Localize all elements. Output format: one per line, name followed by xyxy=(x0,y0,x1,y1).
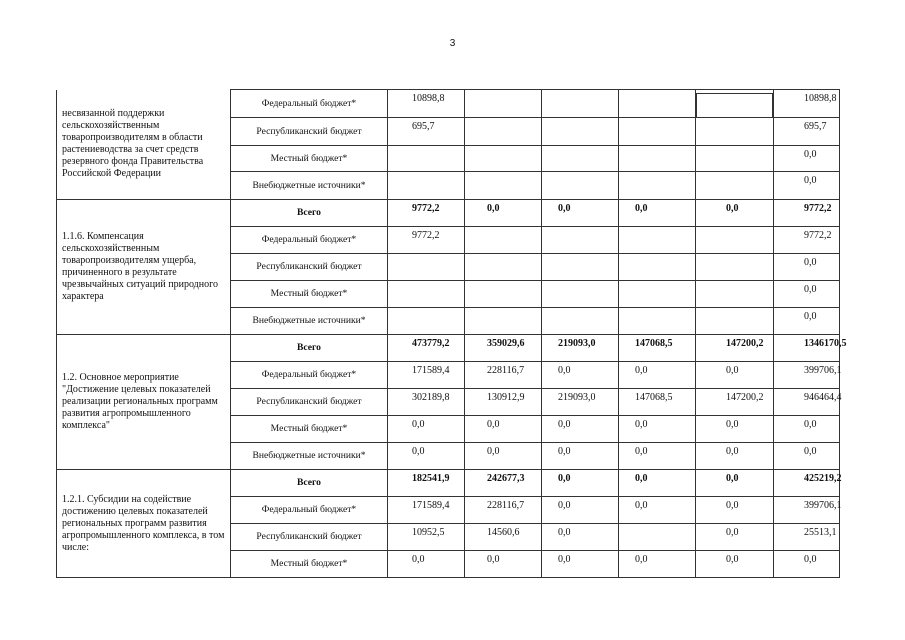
funding-source: Республиканский бюджет xyxy=(231,389,388,416)
value-cell xyxy=(465,172,542,200)
value-cell xyxy=(696,146,774,172)
value-cell: 10898,8 xyxy=(388,90,465,118)
funding-source: Всего xyxy=(231,335,388,362)
total-cell: 0,0 xyxy=(774,443,840,470)
value-cell: 171589,4 xyxy=(388,362,465,389)
total-cell: 0,0 xyxy=(774,146,840,172)
total-cell: 0,0 xyxy=(774,172,840,200)
value-cell: 0,0 xyxy=(696,200,774,227)
value-cell xyxy=(619,524,696,551)
total-cell: 399706,1 xyxy=(774,497,840,524)
value-cell: 0,0 xyxy=(388,443,465,470)
value-cell: 0,0 xyxy=(542,416,619,443)
value-cell: 0,0 xyxy=(542,551,619,578)
value-cell: 0,0 xyxy=(388,416,465,443)
funding-source: Федеральный бюджет* xyxy=(231,362,388,389)
value-cell: 242677,3 xyxy=(465,470,542,497)
value-cell xyxy=(388,146,465,172)
value-cell: 0,0 xyxy=(465,416,542,443)
funding-source: Республиканский бюджет xyxy=(231,254,388,281)
funding-source: Местный бюджет* xyxy=(231,146,388,172)
value-cell: 182541,9 xyxy=(388,470,465,497)
value-cell xyxy=(619,227,696,254)
value-cell: 0,0 xyxy=(619,551,696,578)
value-cell xyxy=(696,227,774,254)
funding-source: Внебюджетные источники* xyxy=(231,172,388,200)
total-cell: 946464,4 xyxy=(774,389,840,416)
value-cell: 473779,2 xyxy=(388,335,465,362)
funding-source: Местный бюджет* xyxy=(231,416,388,443)
value-cell xyxy=(388,308,465,335)
value-cell: 0,0 xyxy=(619,416,696,443)
value-cell xyxy=(465,254,542,281)
value-cell: 228116,7 xyxy=(465,362,542,389)
value-cell: 0,0 xyxy=(465,200,542,227)
value-cell: 0,0 xyxy=(388,551,465,578)
value-cell xyxy=(388,281,465,308)
total-cell: 0,0 xyxy=(774,416,840,443)
value-cell xyxy=(696,281,774,308)
value-cell: 0,0 xyxy=(696,524,774,551)
funding-source: Местный бюджет* xyxy=(231,281,388,308)
total-cell: 0,0 xyxy=(774,308,840,335)
total-cell: 1346170,5 xyxy=(774,335,840,362)
value-cell: 359029,6 xyxy=(465,335,542,362)
value-cell xyxy=(619,172,696,200)
total-cell: 0,0 xyxy=(774,551,840,578)
value-cell xyxy=(388,172,465,200)
value-cell: 10952,5 xyxy=(388,524,465,551)
funding-source: Федеральный бюджет* xyxy=(231,90,388,118)
value-cell: 219093,0 xyxy=(542,335,619,362)
value-cell xyxy=(542,281,619,308)
funding-source: Внебюджетные источники* xyxy=(231,443,388,470)
value-cell xyxy=(619,308,696,335)
value-cell: 0,0 xyxy=(542,200,619,227)
value-cell: 0,0 xyxy=(696,551,774,578)
value-cell: 130912,9 xyxy=(465,389,542,416)
value-cell: 147200,2 xyxy=(696,335,774,362)
value-cell xyxy=(619,90,696,118)
value-cell: 9772,2 xyxy=(388,200,465,227)
funding-source: Всего xyxy=(231,200,388,227)
value-cell: 147200,2 xyxy=(696,389,774,416)
value-cell xyxy=(542,90,619,118)
value-cell xyxy=(465,90,542,118)
total-cell: 425219,2 xyxy=(774,470,840,497)
funding-source: Внебюджетные источники* xyxy=(231,308,388,335)
value-cell: 0,0 xyxy=(542,497,619,524)
value-cell xyxy=(696,118,774,146)
table-row xyxy=(57,470,840,497)
funding-source: Местный бюджет* xyxy=(231,551,388,578)
value-cell: 0,0 xyxy=(696,470,774,497)
table-row xyxy=(57,200,840,227)
value-cell: 0,0 xyxy=(619,497,696,524)
measure-description: 1.2. Основное мероприятие "Достижение целевых показателей реализации региональных программ развития агропромышленного комплекса" xyxy=(57,335,231,470)
value-cell: 0,0 xyxy=(542,362,619,389)
total-cell: 25513,1 xyxy=(774,524,840,551)
page-number: 3 xyxy=(449,38,456,49)
value-cell xyxy=(696,308,774,335)
value-cell: 0,0 xyxy=(465,443,542,470)
value-cell: 0,0 xyxy=(542,524,619,551)
value-cell xyxy=(465,118,542,146)
value-cell xyxy=(542,118,619,146)
value-cell xyxy=(619,281,696,308)
value-cell xyxy=(465,281,542,308)
value-cell: 14560,6 xyxy=(465,524,542,551)
value-cell: 0,0 xyxy=(696,443,774,470)
total-cell: 10898,8 xyxy=(774,90,840,118)
value-cell xyxy=(542,227,619,254)
value-cell: 0,0 xyxy=(696,362,774,389)
value-cell: 0,0 xyxy=(696,416,774,443)
measure-description: несвязанной поддержки сельскохозяйственным товаропроизводителям в области растениеводства за счет средств резервного фонда Правительства Российской Федерации xyxy=(57,90,231,200)
value-cell: 695,7 xyxy=(388,118,465,146)
budget-funding-table xyxy=(56,89,847,578)
funding-source: Всего xyxy=(231,470,388,497)
value-cell xyxy=(465,308,542,335)
value-cell: 147068,5 xyxy=(619,335,696,362)
value-cell: 0,0 xyxy=(696,497,774,524)
table-row xyxy=(57,335,840,362)
measure-description: 1.2.1. Субсидии на содействие достижению целевых показателей региональных программ развития агропромышленного комплекса, в том числе: xyxy=(57,470,231,578)
value-cell xyxy=(619,254,696,281)
funding-source: Республиканский бюджет xyxy=(231,118,388,146)
value-cell xyxy=(696,172,774,200)
value-cell xyxy=(465,146,542,172)
value-cell: 219093,0 xyxy=(542,389,619,416)
value-cell: 0,0 xyxy=(619,470,696,497)
total-cell: 0,0 xyxy=(774,281,840,308)
total-cell: 399706,1 xyxy=(774,362,840,389)
total-cell: 9772,2 xyxy=(774,227,840,254)
value-cell: 0,0 xyxy=(465,551,542,578)
value-cell xyxy=(465,227,542,254)
total-cell: 0,0 xyxy=(774,254,840,281)
value-cell xyxy=(696,254,774,281)
funding-source: Федеральный бюджет* xyxy=(231,227,388,254)
value-cell: 302189,8 xyxy=(388,389,465,416)
value-cell: 0,0 xyxy=(542,470,619,497)
value-cell: 147068,5 xyxy=(619,389,696,416)
value-cell: 9772,2 xyxy=(388,227,465,254)
table-row xyxy=(57,90,840,118)
value-cell: 228116,7 xyxy=(465,497,542,524)
value-cell: 0,0 xyxy=(619,362,696,389)
value-cell xyxy=(388,254,465,281)
measure-description: 1.1.6. Компенсация сельскохозяйственным товаропроизводителям ущерба, причиненного в результате чрезвычайных ситуаций природного характера xyxy=(57,200,231,335)
value-cell xyxy=(542,146,619,172)
value-cell xyxy=(542,254,619,281)
funding-source: Республиканский бюджет xyxy=(231,524,388,551)
value-cell xyxy=(542,308,619,335)
value-cell: 171589,4 xyxy=(388,497,465,524)
total-cell: 695,7 xyxy=(774,118,840,146)
value-cell: 0,0 xyxy=(619,443,696,470)
value-cell xyxy=(619,118,696,146)
funding-source: Федеральный бюджет* xyxy=(231,497,388,524)
value-cell: 0,0 xyxy=(619,200,696,227)
value-cell xyxy=(696,90,774,118)
value-cell xyxy=(542,172,619,200)
value-cell: 0,0 xyxy=(542,443,619,470)
value-cell xyxy=(619,146,696,172)
total-cell: 9772,2 xyxy=(774,200,840,227)
